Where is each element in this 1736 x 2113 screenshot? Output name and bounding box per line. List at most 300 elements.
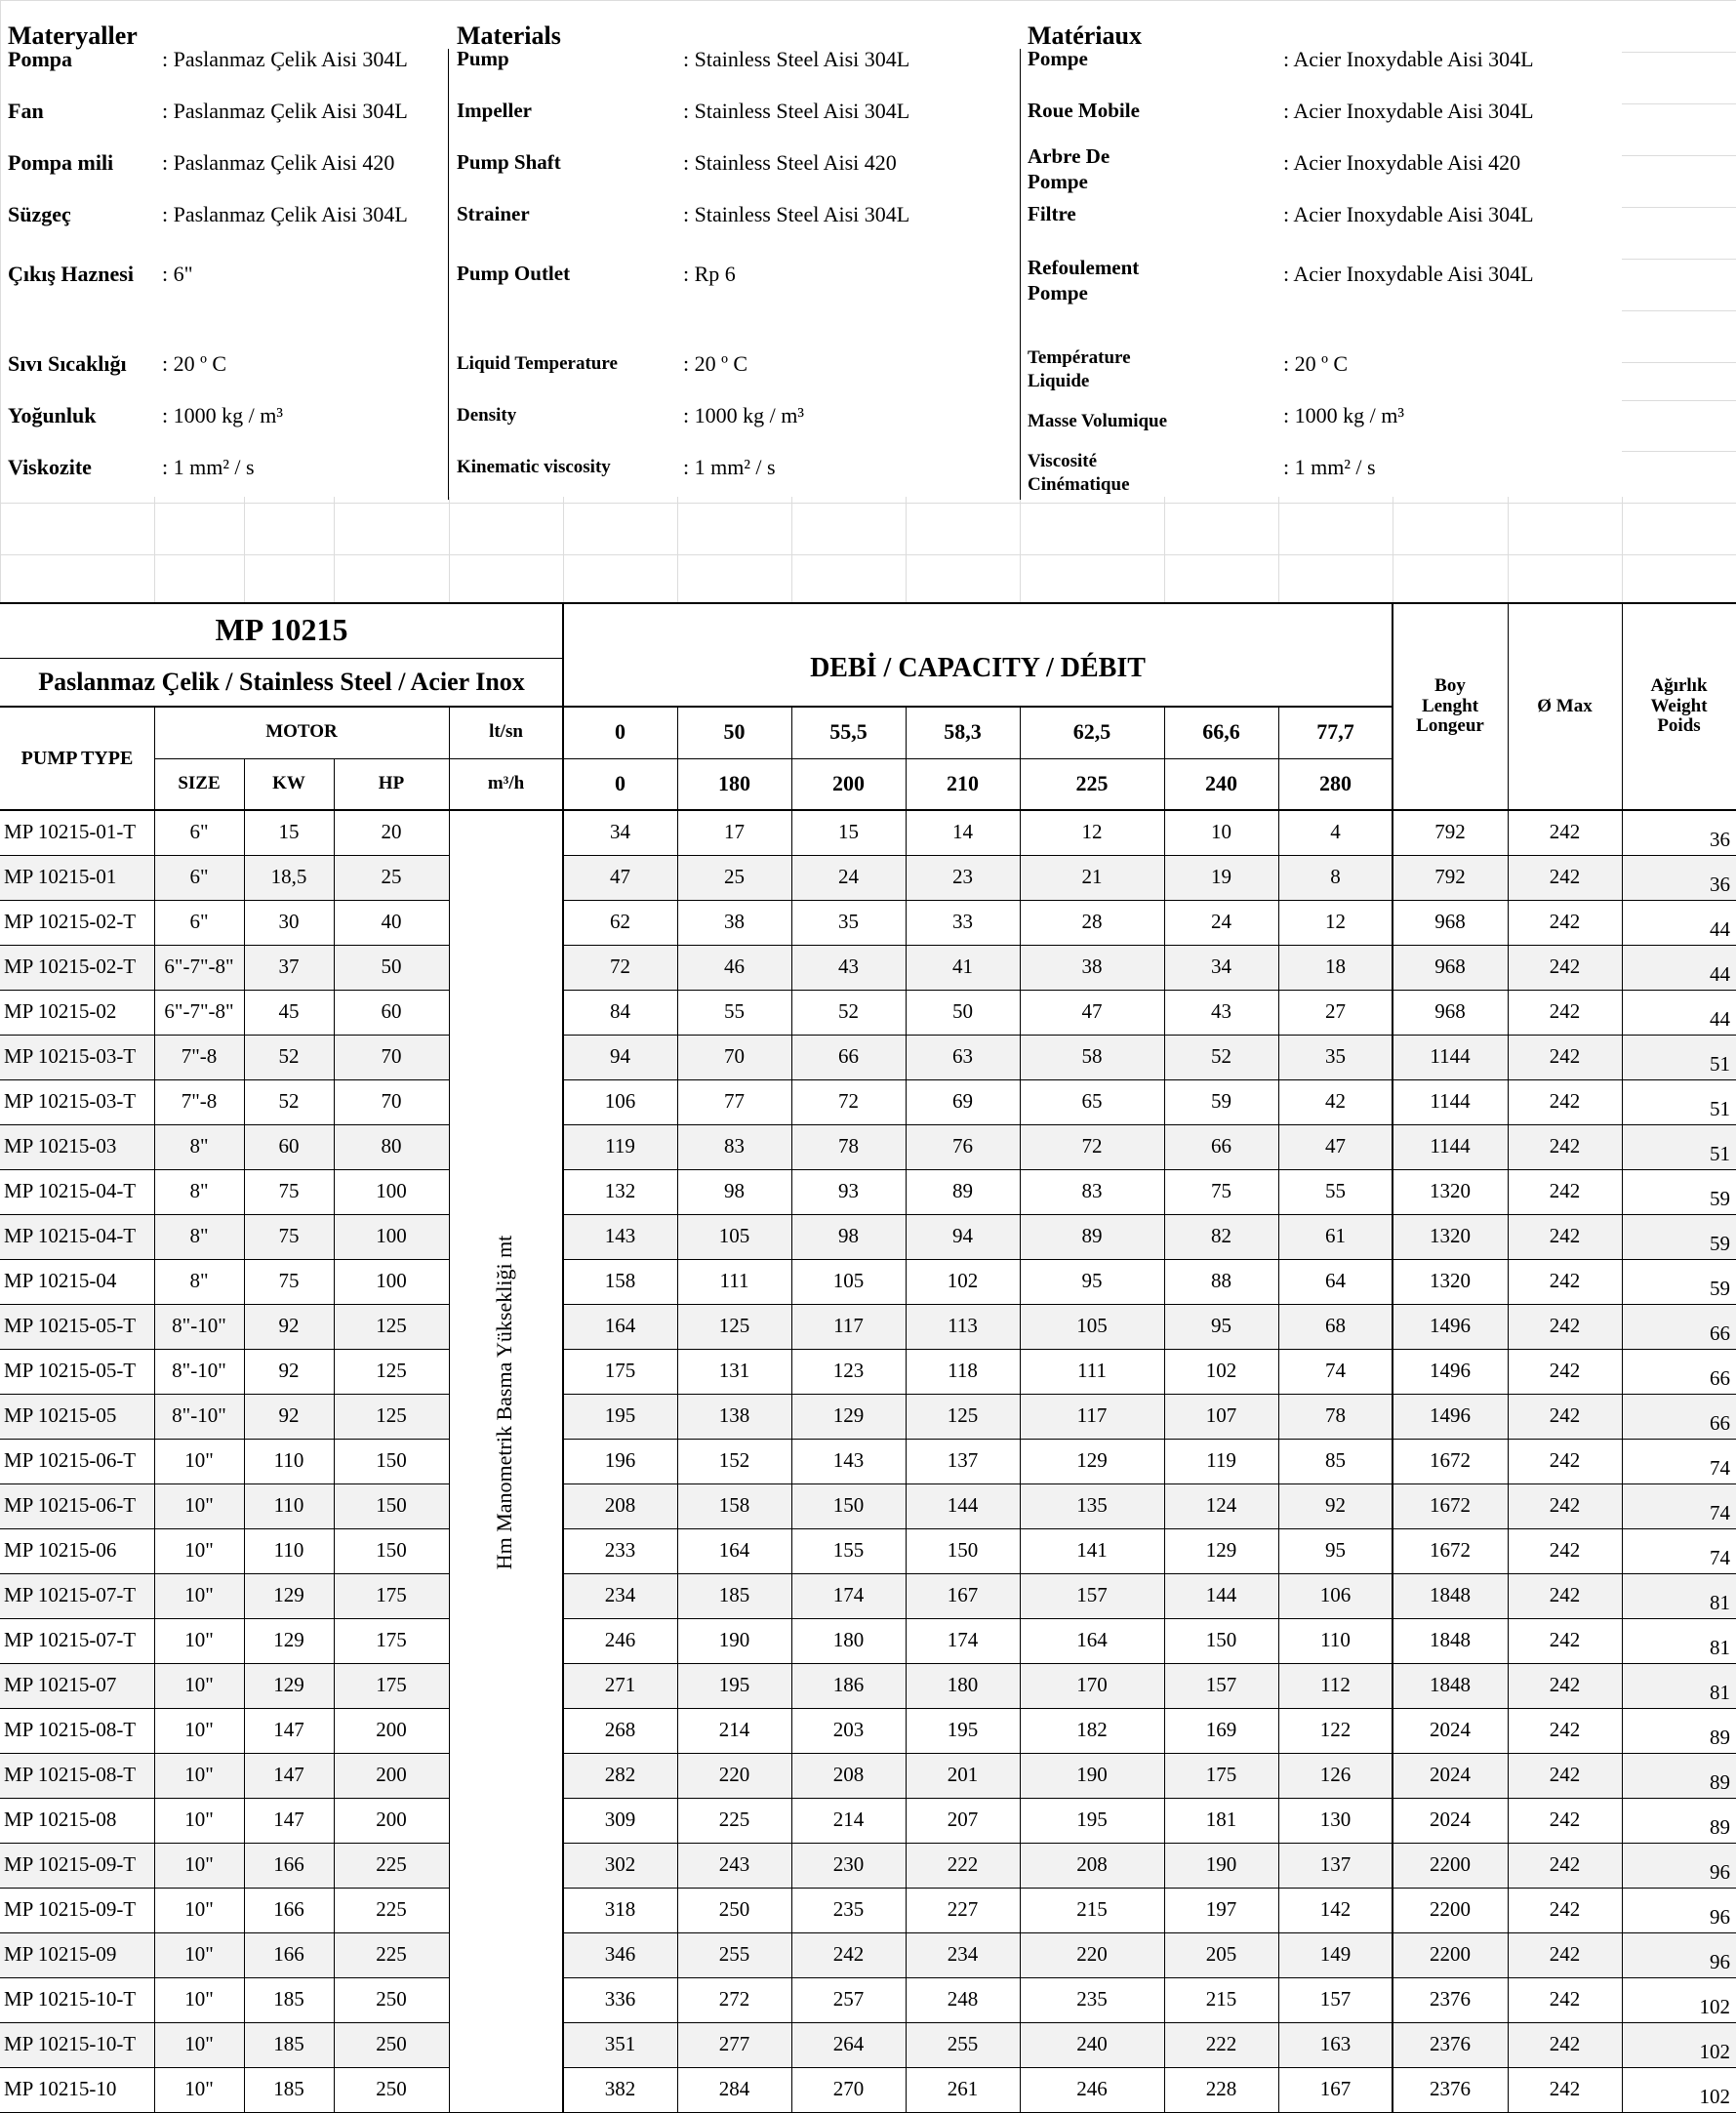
length-cell: 1672 bbox=[1430, 1493, 1471, 1518]
sheet-gridline bbox=[1622, 362, 1736, 363]
flow-m3h-header: 280 bbox=[1319, 771, 1352, 796]
motor-hp-cell: 175 bbox=[376, 1583, 407, 1607]
head-value-cell: 220 bbox=[718, 1763, 750, 1787]
table-col-line bbox=[334, 758, 335, 2112]
length-cell: 2200 bbox=[1430, 1852, 1471, 1877]
head-value-cell: 24 bbox=[1211, 910, 1231, 934]
dmax-cell: 242 bbox=[1549, 1897, 1581, 1922]
length-cell: 1672 bbox=[1430, 1538, 1471, 1563]
head-value-cell: 41 bbox=[952, 955, 973, 979]
motor-hp-cell: 175 bbox=[376, 1628, 407, 1652]
table-row-line bbox=[563, 1888, 1736, 1889]
head-value-cell: 257 bbox=[832, 1987, 865, 2011]
head-value-cell: 382 bbox=[604, 2077, 636, 2101]
head-value-cell: 33 bbox=[952, 910, 973, 934]
head-value-cell: 196 bbox=[604, 1448, 636, 1473]
materials-divider bbox=[448, 49, 449, 500]
table-row-line bbox=[563, 990, 1736, 991]
head-value-cell: 55 bbox=[724, 999, 745, 1024]
head-value-cell: 149 bbox=[1319, 1942, 1352, 1967]
head-value-cell: 93 bbox=[838, 1179, 859, 1203]
table-col-line bbox=[449, 707, 450, 2112]
materials-label-tr: Fan bbox=[8, 98, 44, 123]
motor-kw-cell: 92 bbox=[278, 1359, 300, 1383]
table-row-line bbox=[563, 1618, 1736, 1619]
weight-cell: 102 bbox=[1699, 1994, 1730, 2018]
head-value-cell: 111 bbox=[719, 1269, 749, 1293]
motor-size-cell: 10" bbox=[184, 1493, 214, 1518]
head-value-cell: 89 bbox=[1081, 1224, 1103, 1248]
dmax-cell: 242 bbox=[1549, 999, 1581, 1024]
weight-cell: 81 bbox=[1710, 1680, 1730, 1704]
materials-label-fr: Roue Mobile bbox=[1028, 99, 1140, 123]
materials-label-tr: Çıkış Haznesi bbox=[8, 261, 134, 286]
head-value-cell: 143 bbox=[604, 1224, 636, 1248]
head-value-cell: 243 bbox=[718, 1852, 750, 1877]
head-value-cell: 42 bbox=[1325, 1089, 1346, 1114]
head-value-cell: 12 bbox=[1325, 910, 1346, 934]
materials-value-fr: : 1000 kg / m³ bbox=[1283, 402, 1404, 427]
table-row-line bbox=[563, 855, 1736, 856]
table-row-line bbox=[0, 1483, 449, 1484]
head-value-cell: 83 bbox=[724, 1134, 745, 1158]
motor-hp-cell: 250 bbox=[376, 1987, 407, 2011]
table-row-line bbox=[563, 2067, 1736, 2068]
motor-hp-cell: 100 bbox=[376, 1224, 407, 1248]
table-row-line bbox=[563, 945, 1736, 946]
pump-type-cell: MP 10215-06-T bbox=[4, 1448, 137, 1473]
head-value-cell: 58 bbox=[1081, 1044, 1103, 1069]
table-row-line bbox=[0, 1798, 449, 1799]
motor-hp-cell: 70 bbox=[381, 1044, 402, 1069]
pump-type-cell: MP 10215-10-T bbox=[4, 1987, 137, 2011]
head-value-cell: 25 bbox=[724, 865, 745, 889]
pump-type-cell: MP 10215-06 bbox=[4, 1538, 117, 1563]
materials-label-tr: Pompa bbox=[8, 46, 72, 71]
head-value-cell: 38 bbox=[724, 910, 745, 934]
hp-header: HP bbox=[378, 773, 405, 794]
head-value-cell: 78 bbox=[1325, 1403, 1346, 1428]
materials-value-en: : 20 º C bbox=[683, 350, 748, 376]
motor-size-cell: 7"-8 bbox=[181, 1089, 218, 1114]
motor-size-cell: 10" bbox=[184, 2077, 214, 2101]
head-value-cell: 175 bbox=[604, 1359, 636, 1383]
head-value-cell: 95 bbox=[1081, 1269, 1103, 1293]
length-cell: 1144 bbox=[1430, 1089, 1471, 1114]
motor-kw-cell: 185 bbox=[273, 2032, 304, 2056]
head-value-cell: 170 bbox=[1076, 1673, 1108, 1697]
head-value-cell: 84 bbox=[610, 999, 630, 1024]
head-value-cell: 169 bbox=[1205, 1718, 1237, 1742]
length-cell: 792 bbox=[1434, 865, 1466, 889]
head-value-cell: 228 bbox=[1205, 2077, 1237, 2101]
materials-label-tr: Yoğunluk bbox=[8, 402, 97, 427]
motor-size-cell: 10" bbox=[184, 1718, 214, 1742]
materials-value-fr: : 1 mm² / s bbox=[1283, 454, 1376, 479]
head-value-cell: 95 bbox=[1211, 1314, 1231, 1338]
table-col-line bbox=[1622, 603, 1623, 2112]
head-value-cell: 62 bbox=[610, 910, 630, 934]
motor-kw-cell: 52 bbox=[278, 1089, 300, 1114]
weight-cell: 36 bbox=[1710, 872, 1730, 896]
head-value-cell: 68 bbox=[1325, 1314, 1346, 1338]
head-value-cell: 18 bbox=[1325, 955, 1346, 979]
head-value-cell: 47 bbox=[1325, 1134, 1346, 1158]
weight-cell: 59 bbox=[1710, 1231, 1730, 1255]
head-value-cell: 102 bbox=[947, 1269, 979, 1293]
motor-hp-cell: 150 bbox=[376, 1493, 407, 1518]
sheet-gridline bbox=[1622, 155, 1736, 156]
motor-size-cell: 10" bbox=[184, 1448, 214, 1473]
motor-kw-cell: 147 bbox=[273, 1808, 304, 1832]
dmax-cell: 242 bbox=[1549, 1044, 1581, 1069]
head-value-cell: 113 bbox=[948, 1314, 978, 1338]
weight-cell: 44 bbox=[1710, 1006, 1730, 1031]
motor-size-cell: 10" bbox=[184, 1628, 214, 1652]
dmax-cell: 242 bbox=[1549, 1224, 1581, 1248]
motor-size-cell: 10" bbox=[184, 1942, 214, 1967]
materials-value-en: : 1000 kg / m³ bbox=[683, 402, 804, 427]
dmax-cell: 242 bbox=[1549, 820, 1581, 844]
head-value-cell: 242 bbox=[832, 1942, 865, 1967]
head-value-cell: 215 bbox=[1076, 1897, 1108, 1922]
motor-hp-cell: 250 bbox=[376, 2077, 407, 2101]
flow-m3h-header: 210 bbox=[947, 771, 979, 796]
length-cell: 2024 bbox=[1430, 1718, 1471, 1742]
materials-value-en: : Rp 6 bbox=[683, 261, 736, 286]
head-value-cell: 201 bbox=[947, 1763, 979, 1787]
materials-value-en: : Stainless Steel Aisi 304L bbox=[683, 98, 910, 123]
head-value-cell: 197 bbox=[1205, 1897, 1237, 1922]
length-cell: 1320 bbox=[1430, 1224, 1471, 1248]
motor-kw-cell: 110 bbox=[273, 1538, 304, 1563]
head-value-cell: 43 bbox=[1211, 999, 1231, 1024]
table-row-line bbox=[0, 1394, 449, 1395]
motor-kw-cell: 92 bbox=[278, 1314, 300, 1338]
weight-cell: 96 bbox=[1710, 1904, 1730, 1929]
head-value-cell: 268 bbox=[604, 1718, 636, 1742]
dmax-cell: 242 bbox=[1549, 910, 1581, 934]
flow-lts-header: 66,6 bbox=[1202, 719, 1240, 745]
pump-type-cell: MP 10215-10 bbox=[4, 2077, 117, 2101]
motor-hp-cell: 150 bbox=[376, 1538, 407, 1563]
materials-label-tr: Viskozite bbox=[8, 454, 92, 479]
pump-type-cell: MP 10215-09-T bbox=[4, 1852, 137, 1877]
head-value-cell: 207 bbox=[947, 1808, 979, 1832]
length-cell: 968 bbox=[1434, 999, 1466, 1024]
pump-type-cell: MP 10215-05-T bbox=[4, 1359, 137, 1383]
head-value-cell: 195 bbox=[604, 1403, 636, 1428]
head-value-cell: 19 bbox=[1211, 865, 1231, 889]
dmax-cell: 242 bbox=[1549, 1403, 1581, 1428]
motor-kw-cell: 52 bbox=[278, 1044, 300, 1069]
head-value-cell: 264 bbox=[832, 2032, 865, 2056]
head-value-cell: 144 bbox=[1205, 1583, 1237, 1607]
dmax-header: Ø Max bbox=[1537, 695, 1593, 716]
length-header: Boy Lenght Longeur bbox=[1416, 674, 1484, 737]
sheet-gridline bbox=[0, 503, 1736, 504]
table-col-line bbox=[906, 707, 907, 2112]
length-cell: 1848 bbox=[1430, 1673, 1471, 1697]
head-value-cell: 182 bbox=[1076, 1718, 1108, 1742]
pump-type-cell: MP 10215-02 bbox=[4, 999, 117, 1024]
motor-hp-cell: 80 bbox=[381, 1134, 402, 1158]
table-row-line bbox=[0, 1618, 449, 1619]
motor-size-cell: 6"-7"-8" bbox=[164, 999, 234, 1024]
head-value-cell: 157 bbox=[1076, 1583, 1108, 1607]
head-value-cell: 142 bbox=[1319, 1897, 1352, 1922]
dmax-cell: 242 bbox=[1549, 1987, 1581, 2011]
weight-cell: 89 bbox=[1710, 1725, 1730, 1749]
sheet-gridline bbox=[0, 554, 1736, 555]
dmax-cell: 242 bbox=[1549, 1673, 1581, 1697]
head-value-cell: 225 bbox=[718, 1808, 750, 1832]
head-value-cell: 270 bbox=[832, 2077, 865, 2101]
sheet-gridline bbox=[1622, 52, 1736, 53]
materials-value-fr: : Acier Inoxydable Aisi 304L bbox=[1283, 98, 1534, 123]
head-value-cell: 106 bbox=[604, 1089, 636, 1114]
motor-hp-cell: 175 bbox=[376, 1673, 407, 1697]
head-value-cell: 137 bbox=[1319, 1852, 1352, 1877]
head-value-cell: 98 bbox=[724, 1179, 745, 1203]
weight-cell: 89 bbox=[1710, 1814, 1730, 1839]
motor-kw-cell: 129 bbox=[273, 1673, 304, 1697]
head-value-cell: 234 bbox=[947, 1942, 979, 1967]
table-row-line bbox=[563, 1663, 1736, 1664]
head-value-cell: 118 bbox=[948, 1359, 978, 1383]
weight-cell: 102 bbox=[1699, 2084, 1730, 2108]
head-value-cell: 17 bbox=[724, 820, 745, 844]
head-value-cell: 141 bbox=[1076, 1538, 1108, 1563]
head-value-cell: 137 bbox=[947, 1448, 979, 1473]
head-value-cell: 351 bbox=[604, 2032, 636, 2056]
weight-cell: 89 bbox=[1710, 1769, 1730, 1794]
table-row-line bbox=[0, 1932, 449, 1933]
table-row-line bbox=[0, 1349, 449, 1350]
materials-value-tr: : Paslanmaz Çelik Aisi 304L bbox=[162, 98, 408, 123]
motor-kw-cell: 166 bbox=[273, 1942, 304, 1967]
sheet-gridline bbox=[1622, 207, 1736, 208]
weight-cell: 81 bbox=[1710, 1590, 1730, 1614]
head-value-cell: 105 bbox=[1076, 1314, 1108, 1338]
head-value-cell: 235 bbox=[832, 1897, 865, 1922]
weight-cell: 74 bbox=[1710, 1500, 1730, 1524]
motor-kw-cell: 185 bbox=[273, 2077, 304, 2101]
table-row-line bbox=[0, 855, 449, 856]
weight-cell: 44 bbox=[1710, 916, 1730, 941]
materials-value-fr: : Acier Inoxydable Aisi 304L bbox=[1283, 46, 1534, 71]
materials-label-fr: Pompe bbox=[1028, 47, 1088, 71]
table-col-line bbox=[791, 707, 792, 2112]
length-cell: 968 bbox=[1434, 955, 1466, 979]
motor-size-cell: 10" bbox=[184, 1763, 214, 1787]
table-row-line bbox=[563, 900, 1736, 901]
head-value-cell: 34 bbox=[610, 820, 630, 844]
dmax-cell: 242 bbox=[1549, 1763, 1581, 1787]
weight-cell: 59 bbox=[1710, 1276, 1730, 1300]
head-value-cell: 69 bbox=[952, 1089, 973, 1114]
head-value-cell: 124 bbox=[1205, 1493, 1237, 1518]
table-row-line bbox=[0, 2022, 449, 2023]
materials-value-fr: : 20 º C bbox=[1283, 350, 1349, 376]
head-value-cell: 164 bbox=[1076, 1628, 1108, 1652]
head-value-cell: 181 bbox=[1205, 1808, 1237, 1832]
head-value-cell: 158 bbox=[604, 1269, 636, 1293]
pump-type-cell: MP 10215-04 bbox=[4, 1269, 117, 1293]
length-cell: 1496 bbox=[1430, 1403, 1471, 1428]
head-value-cell: 35 bbox=[1325, 1044, 1346, 1069]
dmax-cell: 242 bbox=[1549, 1493, 1581, 1518]
table-row-line bbox=[563, 1708, 1736, 1709]
materials-value-en: : Stainless Steel Aisi 420 bbox=[683, 149, 897, 175]
head-value-cell: 64 bbox=[1325, 1269, 1346, 1293]
head-value-cell: 59 bbox=[1211, 1089, 1231, 1114]
head-value-cell: 346 bbox=[604, 1942, 636, 1967]
head-value-cell: 21 bbox=[1081, 865, 1103, 889]
table-row-line bbox=[0, 900, 449, 901]
pump-type-cell: MP 10215-08 bbox=[4, 1808, 117, 1832]
motor-size-cell: 10" bbox=[184, 1808, 214, 1832]
motor-kw-cell: 30 bbox=[278, 910, 300, 934]
motor-hp-cell: 20 bbox=[381, 820, 402, 844]
motor-kw-cell: 45 bbox=[278, 999, 300, 1024]
weight-cell: 96 bbox=[1710, 1859, 1730, 1884]
table-row-line bbox=[563, 1753, 1736, 1754]
head-value-cell: 309 bbox=[604, 1808, 636, 1832]
motor-hp-cell: 125 bbox=[376, 1314, 407, 1338]
materials-label-fr: Température Liquide bbox=[1028, 347, 1131, 391]
motor-size-cell: 8" bbox=[189, 1134, 209, 1158]
head-value-cell: 255 bbox=[718, 1942, 750, 1967]
length-cell: 968 bbox=[1434, 910, 1466, 934]
motor-kw-cell: 92 bbox=[278, 1403, 300, 1428]
motor-kw-cell: 110 bbox=[273, 1493, 304, 1518]
motor-hp-cell: 225 bbox=[376, 1942, 407, 1967]
materials-label-en: Pump bbox=[457, 47, 509, 71]
head-value-cell: 122 bbox=[1319, 1718, 1352, 1742]
motor-hp-cell: 125 bbox=[376, 1403, 407, 1428]
pump-type-cell: MP 10215-07-T bbox=[4, 1583, 137, 1607]
table-col-line bbox=[1020, 707, 1021, 2112]
motor-size-cell: 8"-10" bbox=[172, 1403, 226, 1428]
head-value-cell: 282 bbox=[604, 1763, 636, 1787]
motor-kw-cell: 60 bbox=[278, 1134, 300, 1158]
motor-size-cell: 6" bbox=[189, 910, 209, 934]
materials-label-en: Strainer bbox=[457, 202, 530, 226]
head-value-cell: 117 bbox=[1076, 1403, 1108, 1428]
head-value-cell: 131 bbox=[718, 1359, 750, 1383]
dmax-cell: 242 bbox=[1549, 1583, 1581, 1607]
motor-hp-cell: 150 bbox=[376, 1448, 407, 1473]
materials-label-fr: Arbre De Pompe bbox=[1028, 143, 1110, 193]
length-cell: 2376 bbox=[1430, 2032, 1471, 2056]
motor-hp-cell: 200 bbox=[376, 1718, 407, 1742]
head-value-cell: 150 bbox=[947, 1538, 979, 1563]
table-row-line bbox=[563, 1573, 1736, 1574]
motor-kw-cell: 75 bbox=[278, 1179, 300, 1203]
head-value-cell: 144 bbox=[947, 1493, 979, 1518]
motor-size-cell: 8"-10" bbox=[172, 1359, 226, 1383]
materials-value-en: : Stainless Steel Aisi 304L bbox=[683, 46, 910, 71]
head-value-cell: 34 bbox=[1211, 955, 1231, 979]
head-value-cell: 47 bbox=[1081, 999, 1103, 1024]
table-row-line bbox=[563, 1843, 1736, 1844]
table-row-line bbox=[0, 1035, 449, 1036]
head-value-cell: 240 bbox=[1076, 2032, 1108, 2056]
weight-cell: 51 bbox=[1710, 1141, 1730, 1165]
table-row-line bbox=[563, 1124, 1736, 1125]
dmax-cell: 242 bbox=[1549, 1089, 1581, 1114]
table-line bbox=[0, 706, 1393, 708]
head-value-cell: 186 bbox=[832, 1673, 865, 1697]
head-value-cell: 94 bbox=[952, 1224, 973, 1248]
head-value-cell: 180 bbox=[947, 1673, 979, 1697]
table-row-line bbox=[0, 1573, 449, 1574]
dmax-cell: 242 bbox=[1549, 1852, 1581, 1877]
pump-type-cell: MP 10215-08-T bbox=[4, 1763, 137, 1787]
weight-cell: 74 bbox=[1710, 1455, 1730, 1480]
head-value-cell: 76 bbox=[952, 1134, 973, 1158]
head-value-cell: 78 bbox=[838, 1134, 859, 1158]
head-value-cell: 125 bbox=[718, 1314, 750, 1338]
weight-cell: 102 bbox=[1699, 2039, 1730, 2063]
head-value-cell: 119 bbox=[605, 1134, 635, 1158]
head-value-cell: 23 bbox=[952, 865, 973, 889]
length-cell: 2376 bbox=[1430, 2077, 1471, 2101]
head-value-cell: 138 bbox=[718, 1403, 750, 1428]
head-value-cell: 95 bbox=[1325, 1538, 1346, 1563]
size-header: SIZE bbox=[178, 773, 221, 794]
head-value-cell: 143 bbox=[832, 1448, 865, 1473]
sheet-gridline bbox=[1622, 259, 1736, 260]
dmax-cell: 242 bbox=[1549, 1179, 1581, 1203]
dmax-cell: 242 bbox=[1549, 2077, 1581, 2101]
dmax-cell: 242 bbox=[1549, 1942, 1581, 1967]
dmax-cell: 242 bbox=[1549, 1718, 1581, 1742]
materials-title-tr: Materyaller bbox=[8, 20, 138, 50]
motor-kw-cell: 37 bbox=[278, 955, 300, 979]
materials-title-en: Materials bbox=[457, 20, 561, 50]
table-row-line bbox=[0, 2067, 449, 2068]
head-value-cell: 190 bbox=[1205, 1852, 1237, 1877]
head-value-cell: 110 bbox=[1320, 1628, 1351, 1652]
head-value-cell: 50 bbox=[952, 999, 973, 1024]
table-row-line bbox=[563, 1439, 1736, 1440]
length-cell: 792 bbox=[1434, 820, 1466, 844]
head-value-cell: 123 bbox=[832, 1359, 865, 1383]
table-row-line bbox=[563, 1528, 1736, 1529]
table-row-line bbox=[563, 1394, 1736, 1395]
motor-size-cell: 8" bbox=[189, 1269, 209, 1293]
materials-label-en: Liquid Temperature bbox=[457, 352, 618, 374]
head-value-cell: 14 bbox=[952, 820, 973, 844]
head-value-cell: 105 bbox=[718, 1224, 750, 1248]
dmax-cell: 242 bbox=[1549, 1628, 1581, 1652]
table-row-line bbox=[0, 1439, 449, 1440]
head-value-cell: 255 bbox=[947, 2032, 979, 2056]
head-value-cell: 75 bbox=[1211, 1179, 1231, 1203]
weight-cell: 81 bbox=[1710, 1635, 1730, 1659]
table-row-line bbox=[563, 1349, 1736, 1350]
head-value-cell: 157 bbox=[1205, 1673, 1237, 1697]
motor-size-cell: 8"-10" bbox=[172, 1314, 226, 1338]
weight-header: Ağırlık Weight Poids bbox=[1650, 674, 1708, 737]
materials-divider bbox=[1020, 49, 1021, 500]
table-line bbox=[0, 809, 1736, 811]
motor-kw-cell: 18,5 bbox=[270, 865, 307, 889]
head-value-cell: 277 bbox=[718, 2032, 750, 2056]
materials-label-en: Pump Shaft bbox=[457, 150, 561, 175]
